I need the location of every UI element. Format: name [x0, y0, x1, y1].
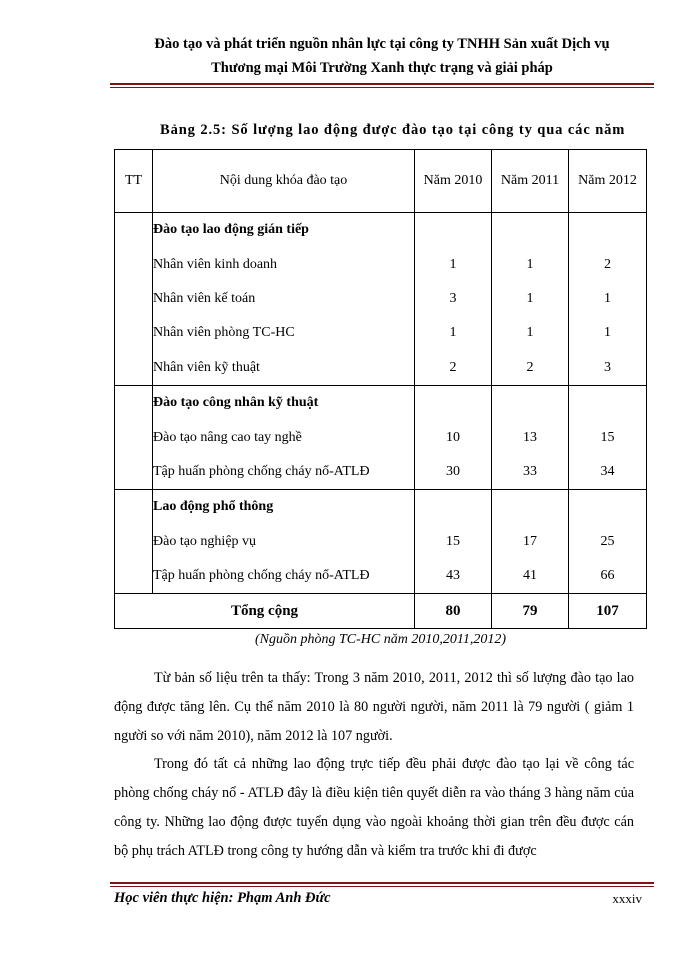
cell-2012: 34: [569, 455, 647, 490]
total-label: Tổng cộng: [115, 594, 415, 629]
table-row: [115, 282, 647, 316]
header-line-1: Đào tạo và phát triển nguồn nhân lực tại công ty TNHH Sản xuất Dịch vụ: [154, 36, 610, 52]
total-2011: 79: [492, 594, 569, 629]
cell-2010: 2: [415, 351, 492, 386]
row-label: Đào tạo nâng cao tay nghề: [153, 420, 415, 454]
row-label: Đào tạo nghiệp vụ: [153, 525, 415, 559]
cell-2010: 30: [415, 455, 492, 490]
cell-2012: 2: [569, 247, 647, 281]
total-2012: 107: [569, 594, 647, 629]
cell-2012: 25: [569, 525, 647, 559]
cell-2012: 3: [569, 351, 647, 386]
cell-2011: 1: [492, 316, 569, 350]
table-row: [115, 525, 647, 559]
footer-author: Học viên thực hiện: Phạm Anh Đức: [114, 890, 331, 906]
body-paragraph-1: Từ bản số liệu trên ta thấy: Trong 3 năm 2010, 2011, 2012 thì số lượng đào tạo lao động được tăng lên. Cụ thể năm 2010 là 80 người người, năm 2011 là 79 người ( giảm 1 người so với năm 2010), năm 2012 là 107 người.: [114, 670, 634, 744]
cell-2010: 1: [415, 316, 492, 350]
table-row: [115, 351, 647, 386]
table-row: [115, 559, 647, 594]
group-title: Lao động phổ thông: [153, 490, 415, 525]
col-header-2011: Năm 2011: [492, 150, 569, 213]
group-title: Đào tạo công nhân kỹ thuật: [153, 385, 415, 420]
row-label: Tập huấn phòng chống cháy nổ-ATLĐ: [153, 559, 415, 594]
row-label: Nhân viên kế toán: [153, 282, 415, 316]
cell-2010: 10: [415, 420, 492, 454]
cell-2011: 13: [492, 420, 569, 454]
page-number: xxxiv: [612, 891, 642, 906]
cell-2011: 17: [492, 525, 569, 559]
group-title-row: [115, 490, 647, 525]
col-header-tt: TT: [115, 150, 153, 213]
table-header-row: [115, 150, 647, 213]
table-row: [115, 420, 647, 454]
row-label: Tập huấn phòng chống cháy nổ-ATLĐ: [153, 455, 415, 490]
cell-2011: 1: [492, 282, 569, 316]
cell-2012: 1: [569, 316, 647, 350]
table-source: (Nguồn phòng TC-HC năm 2010,2011,2012): [255, 632, 506, 647]
col-header-2012: Năm 2012: [569, 150, 647, 213]
row-label: Nhân viên kỹ thuật: [153, 351, 415, 386]
cell-2011: 2: [492, 351, 569, 386]
body-paragraph-2: Trong đó tất cả những lao động trực tiếp đều phải được đào tạo lại về công tác phòng chống cháy nổ - ATLĐ đây là điều kiện tiên quyết diễn ra vào tháng 3 hàng năm của công ty. Những lao động được tuyển dụng vào ngoài khoảng thời gian trên đều được cán bộ phụ trách ATLĐ trong công ty hướng dẫn và kiểm tra trước khi đi được: [114, 756, 634, 859]
col-header-content: Nội dung khóa đào tạo: [153, 150, 415, 213]
cell-2010: 1: [415, 247, 492, 281]
cell-2010: 3: [415, 282, 492, 316]
cell-2011: 41: [492, 559, 569, 594]
table-row: [115, 316, 647, 350]
header-line-2: Thương mại Môi Trường Xanh thực trạng và giải pháp: [211, 60, 553, 76]
total-2010: 80: [415, 594, 492, 629]
cell-2012: 1: [569, 282, 647, 316]
cell-2010: 43: [415, 559, 492, 594]
footer-rule-thin: [110, 886, 654, 887]
training-table: [114, 149, 647, 629]
table-caption: Bảng 2.5: Số lượng lao động được đào tạo tại công ty qua các năm: [160, 122, 626, 138]
header-rule: [110, 83, 654, 85]
cell-2010: 15: [415, 525, 492, 559]
row-label: Nhân viên phòng TC-HC: [153, 316, 415, 350]
cell-2011: 33: [492, 455, 569, 490]
group-title-row: [115, 213, 647, 248]
cell-2012: 15: [569, 420, 647, 454]
col-header-2010: Năm 2010: [415, 150, 492, 213]
table-row: [115, 455, 647, 490]
group-title-row: [115, 385, 647, 420]
group-title: Đào tạo lao động gián tiếp: [153, 213, 415, 248]
footer-rule: [110, 882, 654, 884]
row-label: Nhân viên kinh doanh: [153, 247, 415, 281]
cell-2011: 1: [492, 247, 569, 281]
cell-2012: 66: [569, 559, 647, 594]
total-row: [115, 594, 647, 629]
header-rule-thin: [110, 87, 654, 88]
page-header: [110, 32, 654, 80]
table-row: [115, 247, 647, 281]
